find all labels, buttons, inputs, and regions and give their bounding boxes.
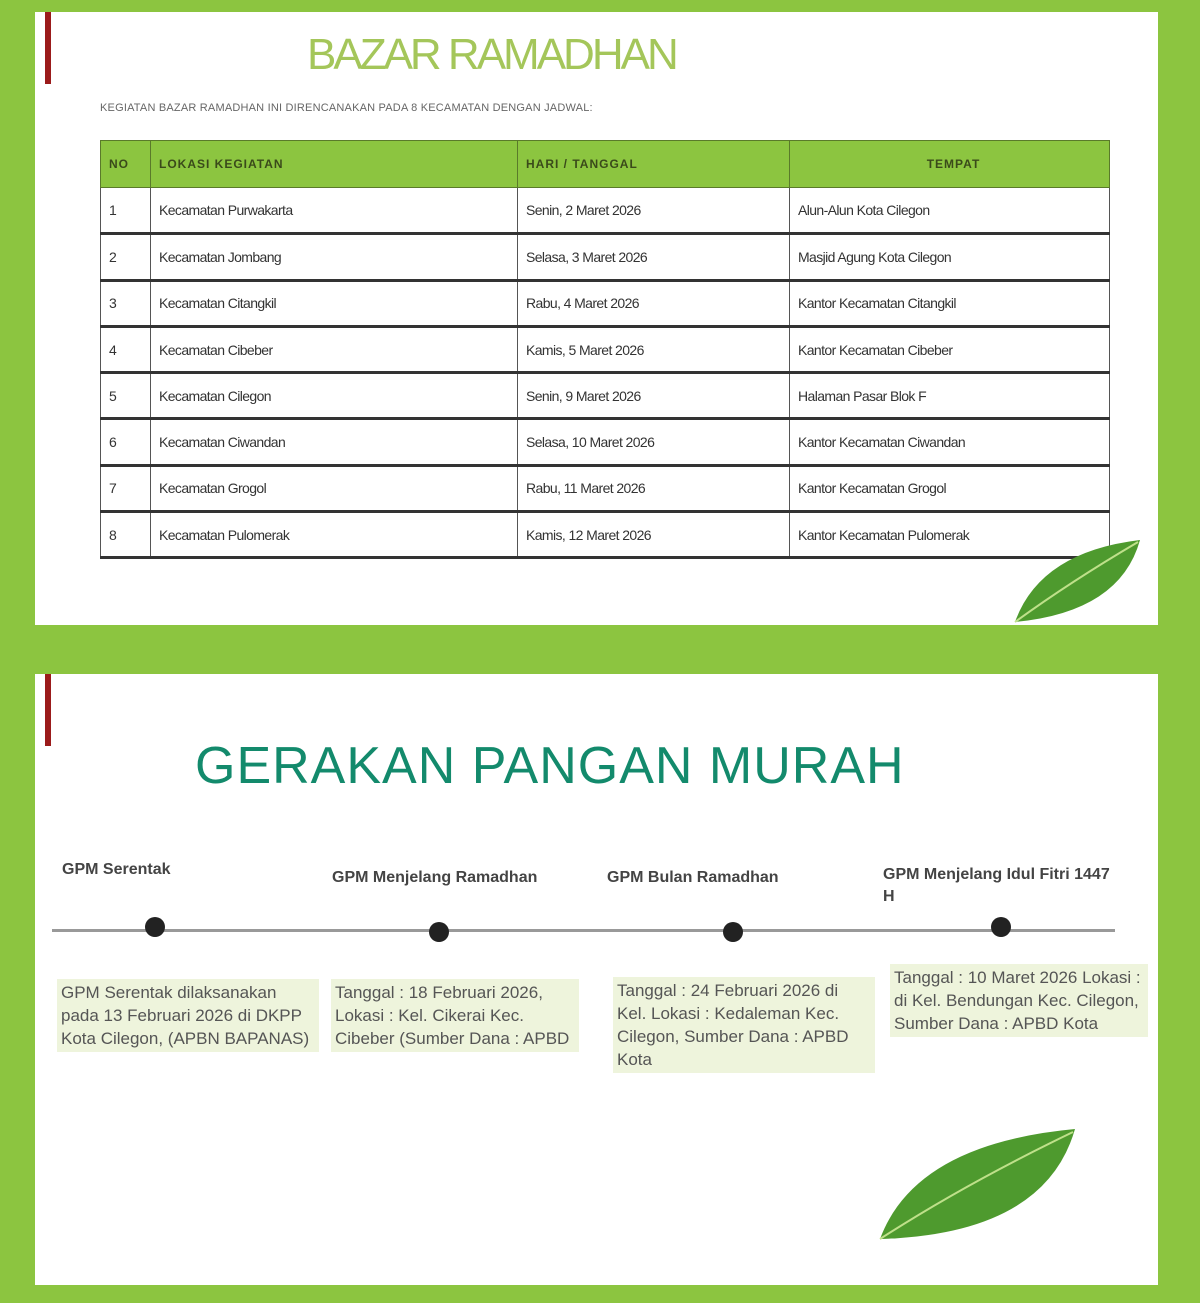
slide-bazar-ramadhan bbox=[35, 12, 1158, 625]
timeline-event-label: GPM Menjelang Idul Fitri 1447 H bbox=[883, 866, 1110, 905]
table-row bbox=[101, 465, 1110, 511]
cell-no: 1 bbox=[101, 188, 151, 234]
timeline-dot bbox=[145, 917, 165, 937]
table-row bbox=[101, 234, 1110, 280]
timeline-event-detail: Tanggal : 24 Februari 2026 di Kel. Lokasi : Kedaleman Kec. Cilegon, Sumber Dana : APBD Kota bbox=[613, 977, 875, 1073]
timeline-dot bbox=[991, 917, 1011, 937]
table-row bbox=[101, 419, 1110, 465]
cell-no: 4 bbox=[101, 326, 151, 372]
cell-tempat: Alun-Alun Kota Cilegon bbox=[790, 188, 1110, 234]
leaf-icon bbox=[875, 1124, 1085, 1244]
cell-lokasi: Kecamatan Purwakarta bbox=[151, 188, 518, 234]
cell-tanggal: Selasa, 3 Maret 2026 bbox=[518, 234, 790, 280]
cell-no: 2 bbox=[101, 234, 151, 280]
timeline-event-label: GPM Bulan Ramadhan bbox=[607, 869, 779, 886]
table-row bbox=[101, 280, 1110, 326]
slide-title: BAZAR RAMADHAN bbox=[307, 30, 676, 79]
cell-tempat: Kantor Kecamatan Ciwandan bbox=[790, 419, 1110, 465]
cell-lokasi: Kecamatan Cibeber bbox=[151, 326, 518, 372]
header-no: NO bbox=[101, 141, 151, 188]
cell-no: 8 bbox=[101, 512, 151, 558]
table-row bbox=[101, 373, 1110, 419]
table-row bbox=[101, 326, 1110, 372]
timeline-dot bbox=[723, 922, 743, 942]
slide-gerakan-pangan-murah bbox=[35, 674, 1158, 1285]
cell-no: 3 bbox=[101, 280, 151, 326]
timeline-line bbox=[52, 929, 1115, 932]
timeline-event-label: GPM Menjelang Ramadhan bbox=[332, 869, 538, 886]
schedule-table bbox=[100, 140, 1110, 559]
table-row bbox=[101, 512, 1110, 558]
table-row bbox=[101, 188, 1110, 234]
slide-title: GERAKAN PANGAN MURAH bbox=[195, 737, 905, 795]
header-tanggal: HARI / TANGGAL bbox=[518, 141, 790, 188]
cell-tanggal: Rabu, 4 Maret 2026 bbox=[518, 280, 790, 326]
cell-tanggal: Rabu, 11 Maret 2026 bbox=[518, 465, 790, 511]
cell-lokasi: Kecamatan Jombang bbox=[151, 234, 518, 280]
cell-lokasi: Kecamatan Cilegon bbox=[151, 373, 518, 419]
cell-tempat: Kantor Kecamatan Pulomerak bbox=[790, 512, 1110, 558]
accent-bar bbox=[45, 674, 51, 746]
cell-tanggal: Kamis, 12 Maret 2026 bbox=[518, 512, 790, 558]
cell-no: 7 bbox=[101, 465, 151, 511]
cell-lokasi: Kecamatan Citangkil bbox=[151, 280, 518, 326]
cell-no: 6 bbox=[101, 419, 151, 465]
cell-tanggal: Selasa, 10 Maret 2026 bbox=[518, 419, 790, 465]
cell-tempat: Halaman Pasar Blok F bbox=[790, 373, 1110, 419]
cell-lokasi: Kecamatan Grogol bbox=[151, 465, 518, 511]
timeline-event-detail: Tanggal : 10 Maret 2026 Lokasi : di Kel. Bendungan Kec. Cilegon, Sumber Dana : APBD Kota bbox=[890, 964, 1148, 1037]
leaf-icon bbox=[1010, 532, 1150, 627]
cell-lokasi: Kecamatan Pulomerak bbox=[151, 512, 518, 558]
cell-tanggal: Kamis, 5 Maret 2026 bbox=[518, 326, 790, 372]
accent-bar bbox=[45, 12, 51, 84]
timeline-dot bbox=[429, 922, 449, 942]
timeline-event-label: GPM Serentak bbox=[62, 861, 171, 878]
cell-tanggal: Senin, 2 Maret 2026 bbox=[518, 188, 790, 234]
cell-no: 5 bbox=[101, 373, 151, 419]
cell-tempat: Kantor Kecamatan Grogol bbox=[790, 465, 1110, 511]
header-tempat: TEMPAT bbox=[790, 141, 1110, 188]
cell-tempat: Kantor Kecamatan Cibeber bbox=[790, 326, 1110, 372]
slide-subtitle: KEGIATAN BAZAR RAMADHAN INI DIRENCANAKAN PADA 8 KECAMATAN DENGAN JADWAL: bbox=[100, 102, 593, 114]
cell-lokasi: Kecamatan Ciwandan bbox=[151, 419, 518, 465]
cell-tempat: Kantor Kecamatan Citangkil bbox=[790, 280, 1110, 326]
timeline-event-detail: Tanggal : 18 Februari 2026, Lokasi : Kel. Cikerai Kec. Cibeber (Sumber Dana : APBD bbox=[331, 979, 579, 1052]
cell-tempat: Masjid Agung Kota Cilegon bbox=[790, 234, 1110, 280]
cell-tanggal: Senin, 9 Maret 2026 bbox=[518, 373, 790, 419]
header-lokasi: LOKASI KEGIATAN bbox=[151, 141, 518, 188]
timeline-event-detail: GPM Serentak dilaksanakan pada 13 Februari 2026 di DKPP Kota Cilegon, (APBN BAPANAS) bbox=[57, 979, 319, 1052]
